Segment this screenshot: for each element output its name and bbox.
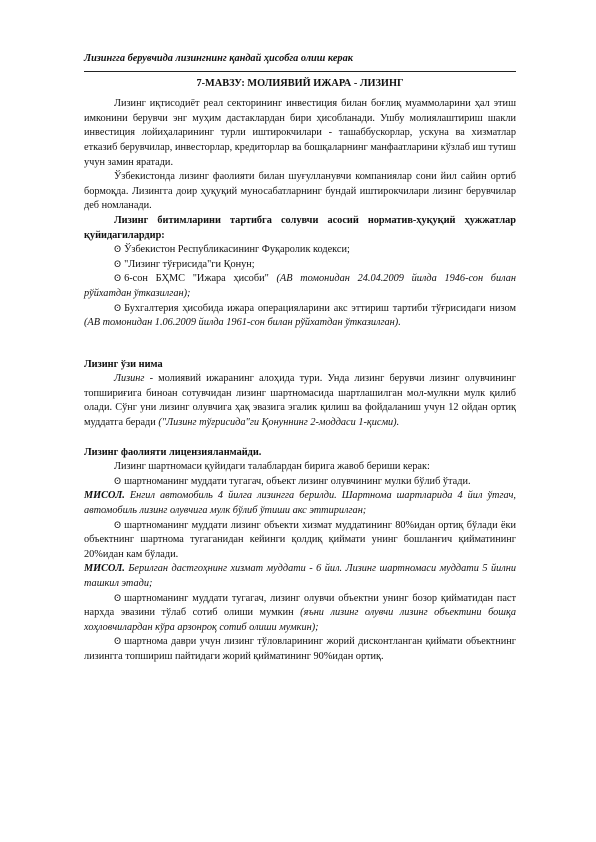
requirement-item [84,475,516,490]
bullet-icon: ʘ [114,593,122,604]
requirements-intro: Лизинг шартномаси қуйидаги талаблардан бирига жавоб бериши керак: [114,461,430,473]
document-text: Бухгалтерия ҳисобида ижара операцияларини акс эттириш тартиби тўғрисидаги низом [124,302,516,314]
intro-paragraph-1: Лизинг иқтисодиёт реал секторининг инвестиция билан боғлиқ муаммоларини ҳал этиш имконини берувчи энг муҳим дастаклардан бири ҳисобланади. Ушбу молиялаштириш шакли инвестиция лойиҳаларининг турли иштирокчилари - ташаббускорлар, ускуна ва хизматлар етказиб берувчилар, инвесторлар, кредиторлар ва бошқаларнинг манфаатларини кўзлаб иш тутиш учун замин яратади. [84,98,516,168]
bullet-icon: ʘ [114,274,122,285]
example-paragraph [84,489,516,518]
running-header: Лизингга берувчида лизингнинг қандай ҳисобга олиш керак [84,52,516,72]
requirement-text: шартноманинг муддати тугагач, лизинг олувчи объектни унинг бозор қийматидан паст нархда эвазини тўлаб сотиб олиши мумкин [84,592,516,619]
example-paragraph [84,562,516,591]
requirement-item [84,635,516,664]
definition-reference: ("Лизинг тўғрисида"ги Қонуннинг 2-моддаси 1-қисми). [158,417,400,429]
document-registration-note: (АВ томонидан 24.04.2009 йилда 1946-сон билан рўйхатдан ўтказилган); [84,273,516,299]
example-text: Берилган дастгоҳнинг хизмат муддати - 6 йил. Лизинг шартномаси муддати 5 йилни ташкил этади; [84,563,516,589]
requirement-item [84,592,516,636]
page-title: 7-МАВЗУ: МОЛИЯВИЙ ИЖАРА - ЛИЗИНГ [196,77,404,89]
document-registration-note: (АВ томонидан 1.06.2009 йилда 1961-сон билан рўйхатдан ўтказилган). [84,317,401,329]
example-label: МИСОЛ. [84,563,125,575]
intro-paragraph-2: Ўзбекистонда лизинг фаолияти билан шуғулланувчи компаниялар сони йил сайин ортиб бормоқда. Лизингга доир ҳуқуқий муносабатларнинг бундай иштирокчилари лизинг берувчилар деб номланади. [84,171,516,212]
document-text: Ўзбекистон Республикасининг Фуқаролик кодекси; [124,244,350,256]
requirement-item [84,519,516,563]
definition-body: - молиявий ижаранинг алоҳида тури. Унда лизинг берувчи лизинг олувчининг топшириғига биноан сотувчидан лизинг шартномасида шартлашилган мол-мулкни мулк қилиб олади. Сўнг уни лизинг олувчига ҳақ эвазига эгалик қилиш ва фойдаланиш учун 12 ойдан ортиқ муддатга беради [84,373,516,429]
bullet-icon: ʘ [114,245,122,256]
document-text: "Лизинг тўғрисида"ги Қонун; [124,258,255,270]
requirement-text: шартнома даври учун лизинг тўловларининг жорий дисконтланган қиймати объектнинг лизингга топшириш пайтидаги жорий қийматининг 90%идан ортиқ. [84,636,516,662]
requirement-note: (яъни лизинг олувчи лизинг объектини бошқа хоҳловчилардан кўра арзонроқ сотиб олиши мумкин); [84,607,516,633]
document-list-item [84,243,516,258]
requirement-text: шартноманинг муддати лизинг объекти хизмат муддатининг 80%идан ортиқ бўлади ёки объектнинг шартнома тугаганидан кейинги қолдиқ қиймати унинг бошланғич қийматининг 20%идан кам бўлади. [84,519,516,560]
requirement-text: шартноманинг муддати тугагач, объект лизинг олувчининг мулки бўлиб ўтади. [124,475,471,487]
example-label: МИСОЛ. [84,490,125,502]
regulatory-docs-heading: Лизинг битимларини тартибга солувчи асосий норматив-ҳуқуқий ҳужжатлар қуйидагилардир: [84,214,516,241]
section-heading-licensing: Лизинг фаолияти лицензияланмайди. [84,446,262,458]
document-text: 6-сон БҲМС "Ижара ҳисоби" [124,273,277,285]
example-text: Енгил автомобиль 4 йилга лизингга берилди. Шартнома шартларида 4 йил ўтгач, автомобиль лизинг олувчига мулк бўлиб ўтиши акс эттирилган; [84,490,516,517]
section-heading-what-is-leasing: Лизинг ўзи нима [84,358,163,370]
document-list-item [84,272,516,301]
bullet-icon: ʘ [114,520,122,531]
definition-lead: Лизинг [114,373,145,385]
bullet-icon: ʘ [114,259,122,270]
leasing-definition-paragraph [84,372,516,430]
bullet-icon: ʘ [114,637,122,648]
document-list-item [84,258,516,273]
bullet-icon: ʘ [114,303,122,314]
document-list-item [84,302,516,331]
bullet-icon: ʘ [114,476,122,487]
